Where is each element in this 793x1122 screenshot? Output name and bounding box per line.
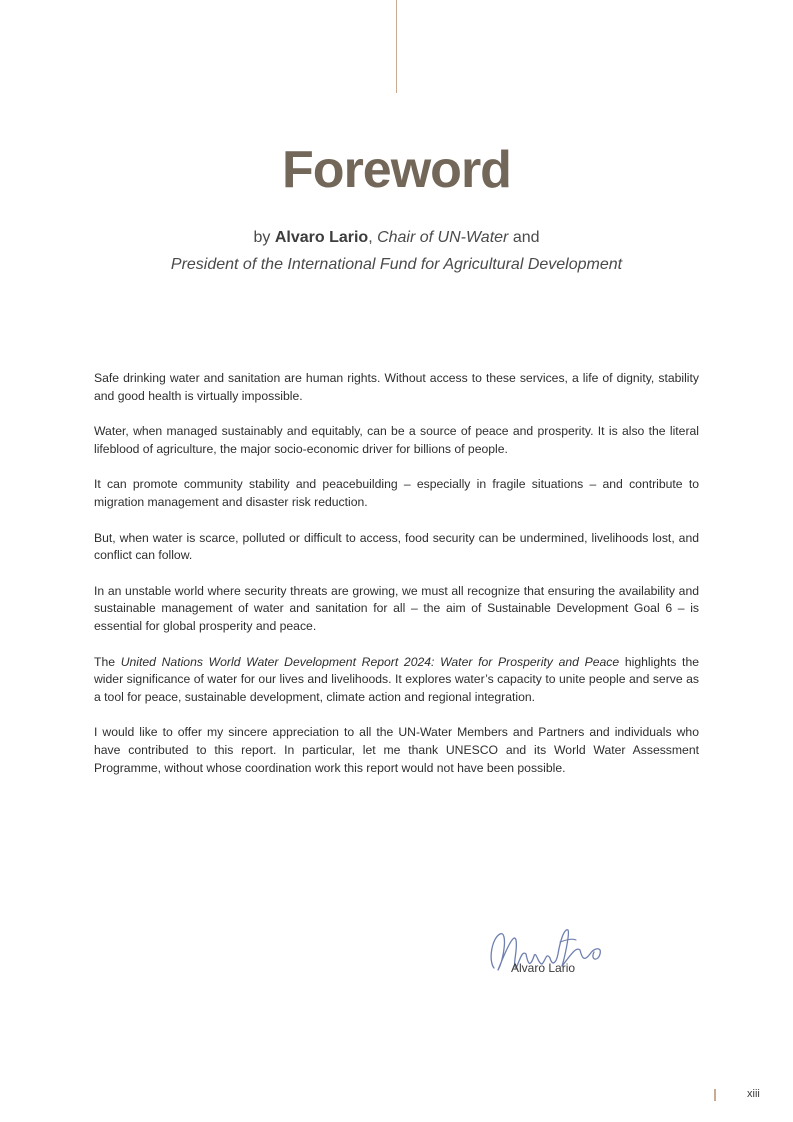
top-divider-line [396,0,397,93]
byline-prefix: by [253,229,275,246]
paragraph-3: It can promote community stability and peacebuilding – especially in fragile situations – and contribute to migration management and disaster risk reduction. [94,477,699,509]
page-number-marker [714,1089,716,1101]
paragraph-report [94,654,699,707]
byline [0,224,793,278]
page-title: Foreword [282,141,511,199]
author-role-ifad: President of the International Fund for Agricultural Development [170,256,623,273]
paragraph-4: But, when water is scarce, polluted or difficult to access, food security can be undermined, livelihoods lost, and conflict can follow. [94,530,699,563]
byline-line-2 [0,251,793,278]
byline-line-1 [0,224,793,251]
report-rest: highlights the wider significance of water for our lives and livelihoods. It explores water’s capacity to unite people and serve as a tool for peace, sustainable development, climate action and regional integration. [94,654,699,704]
page-number: xiii [747,1088,760,1100]
author-role-un-water: Chair of UN-Water [377,229,509,246]
author-name: Alvaro Lario [274,229,369,246]
signature-block [486,920,606,980]
report-title: United Nations World Water Development Report 2024: Water for Prosperity and Peace [120,654,620,669]
paragraph-2: Water, when managed sustainably and equitably, can be a source of peace and prosperity. It is also the literal lifeblood of agriculture, the major socio-economic driver for billions of people. [94,424,699,456]
signature-name: Alvaro Lario [511,961,576,975]
byline-comma: , [368,229,378,246]
report-lead: The [94,654,121,669]
byline-and: and [508,229,540,246]
paragraph-1: Safe drinking water and sanitation are human rights. Without access to these services, a life of dignity, stability and good health is virtually impossible. [94,371,699,403]
foreword-body [94,370,699,795]
paragraph-closing: I would like to offer my sincere appreciation to all the UN-Water Members and Partners and individuals who have contributed to this report. In particular, let me thank UNESCO and its World Water Assessment Programme, without whose coordination work this report would not have been possible. [94,725,699,775]
paragraph-5: In an unstable world where security threats are growing, we must all recognize that ensuring the availability and sustainable management of water and sanitation for all – the aim of Sustainable Development Goal 6 – is essential for global prosperity and peace. [94,583,699,633]
